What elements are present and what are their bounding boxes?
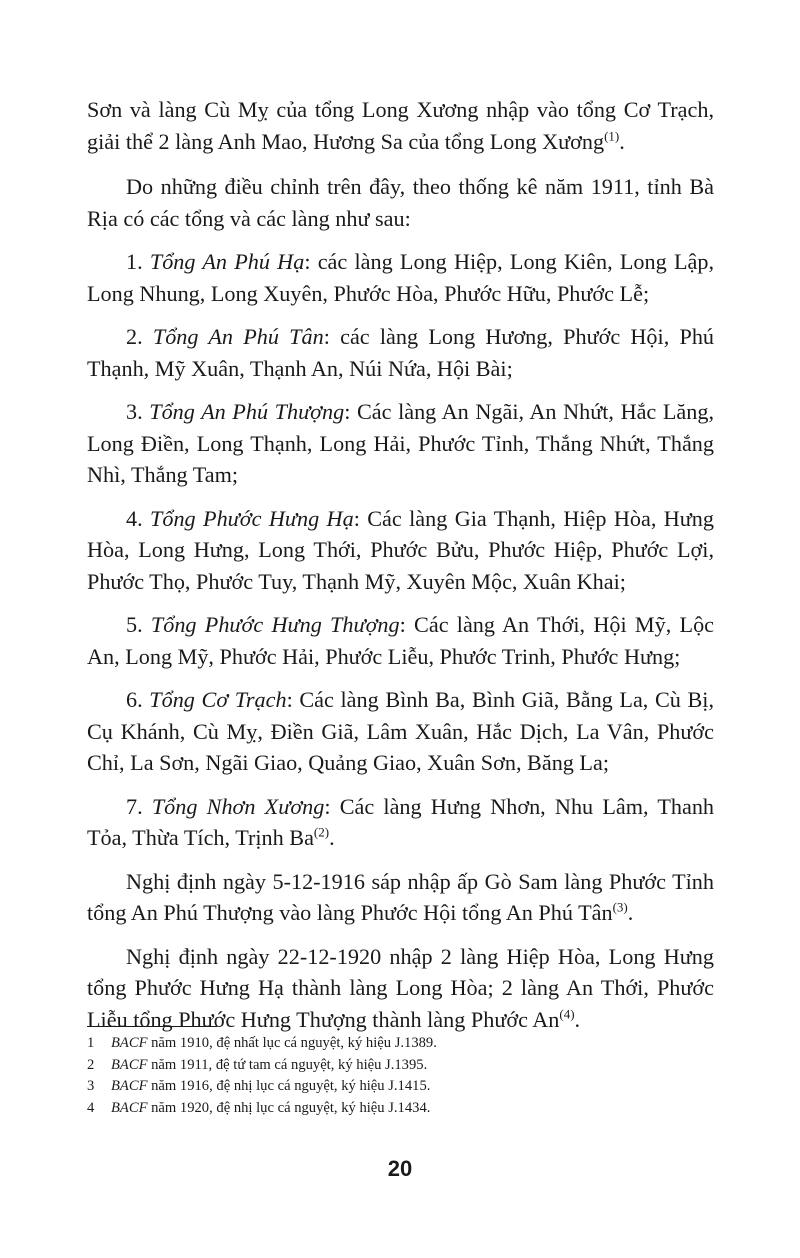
canton-name: Tổng An Phú Tân: [152, 324, 324, 349]
footnote-ref-4: (4): [559, 1006, 575, 1022]
canton-name: Tổng Phước Hưng Thượng: [150, 612, 400, 637]
footnote: 2 BACF năm 1911, đệ tứ tam cá nguyệt, ký hiệu J.1395.: [87, 1056, 428, 1073]
list-item-canton-7: 7. Tổng Nhơn Xương: Các làng Hưng Nhơn, Nhu Lâm, Thanh Tỏa, Thừa Tích, Trịnh Ba$^{(2)}$.: [87, 793, 715, 850]
paragraph-decree-1916: Nghị định ngày 5-12-1916 sáp nhập ấp Gò Sam làng Phước Tỉnh tổng An Phú Thượng vào làng Phước Hội tổng An Phú Tân$^{(3)}$.: [87, 868, 714, 925]
canton-name: Tổng An Phú Hạ: [149, 249, 305, 274]
footnote: 3 BACF năm 1916, đệ nhị lục cá nguyệt, ký hiệu J.1415.: [87, 1078, 431, 1094]
list-item-canton-4: 4. Tổng Phước Hưng Hạ: Các làng Gia Thạnh, Hiệp Hòa, Hưng Hòa, Long Hưng, Long Thới, Phước Bửu, Phước Hiệp, Phước Lợi, Phước Thọ, Phước Tuy, Thạnh Mỹ, Xuyên Mộc, Xuân Khai;: [87, 505, 714, 594]
footnote: 4 BACF năm 1920, đệ nhị lục cá nguyệt, ký hiệu J.1434.: [87, 1099, 431, 1116]
paragraph-intro: Do những điều chỉnh trên đây, theo thống kê năm 1911, tỉnh Bà Rịa có các tổng và các làng như sau:: [87, 174, 714, 231]
canton-name: Tổng Phước Hưng Hạ: [150, 505, 354, 531]
canton-name: Tổng An Phú Thượng: [149, 399, 345, 424]
paragraph-continuation: Sơn và làng Cù Mỵ của tổng Long Xương nhập vào tổng Cơ Trạch, giải thể 2 làng Anh Mao, Hương Sa của tổng Long Xương$^{(1)}$.: [87, 97, 714, 154]
page-number: 20: [387, 1156, 413, 1181]
footnote: 1 BACF năm 1910, đệ nhất lục cá nguyệt, ký hiệu J.1389.: [87, 1035, 437, 1051]
list-item-canton-1: 1. Tổng An Phú Hạ: các làng Long Hiệp, Long Kiên, Long Lập, Long Nhung, Long Xuyên, Phước Hòa, Phước Hữu, Phước Lễ;: [87, 249, 714, 306]
footnote-ref-2: (2): [313, 824, 330, 840]
list-item-canton-3: 3. Tổng An Phú Thượng: Các làng An Ngãi, An Nhứt, Hắc Lăng, Long Điền, Long Thạnh, Long Hải, Phước Tỉnh, Thắng Nhứt, Thắng Nhì, Thắng Tam;: [87, 399, 715, 487]
footnotes: [87, 1033, 714, 1119]
canton-name: Tổng Cơ Trạch: [149, 687, 287, 712]
footnote-ref-3: (3): [612, 899, 628, 915]
canton-name: Tổng Nhơn Xương: [151, 793, 325, 819]
paragraph-decree-1920: Nghị định ngày 22-12-1920 nhập 2 làng Hiệp Hòa, Long Hưng tổng Phước Hưng Hạ thành làng Long Hòa; 2 làng An Thới, Phước Liễu tổng Phước Hưng Thượng thành làng Phước An$^{(4)}$.: [87, 943, 714, 1032]
list-item-canton-2: 2. Tổng An Phú Tân: các làng Long Hương, Phước Hội, Phú Thạnh, Mỹ Xuân, Thạnh An, Núi Nứa, Hội Bài;: [87, 324, 715, 381]
body-text: [87, 94, 714, 1047]
list-item-canton-5: 5. Tổng Phước Hưng Thượng: Các làng An Thới, Hội Mỹ, Lộc An, Long Mỹ, Phước Hải, Phước Liễu, Phước Trinh, Phước Hưng;: [87, 612, 715, 669]
footnote-ref-1: (1): [604, 128, 620, 144]
footnote-divider: [87, 1026, 217, 1027]
list-item-canton-6: 6. Tổng Cơ Trạch: Các làng Bình Ba, Bình Giã, Bằng La, Cù Bị, Cụ Khánh, Cù Mỵ, Điền Giã, Lâm Xuân, Hắc Dịch, La Vân, Phước Chỉ, La Sơn, Ngãi Giao, Quảng Giao, Xuân Sơn, Băng La;: [87, 687, 715, 775]
